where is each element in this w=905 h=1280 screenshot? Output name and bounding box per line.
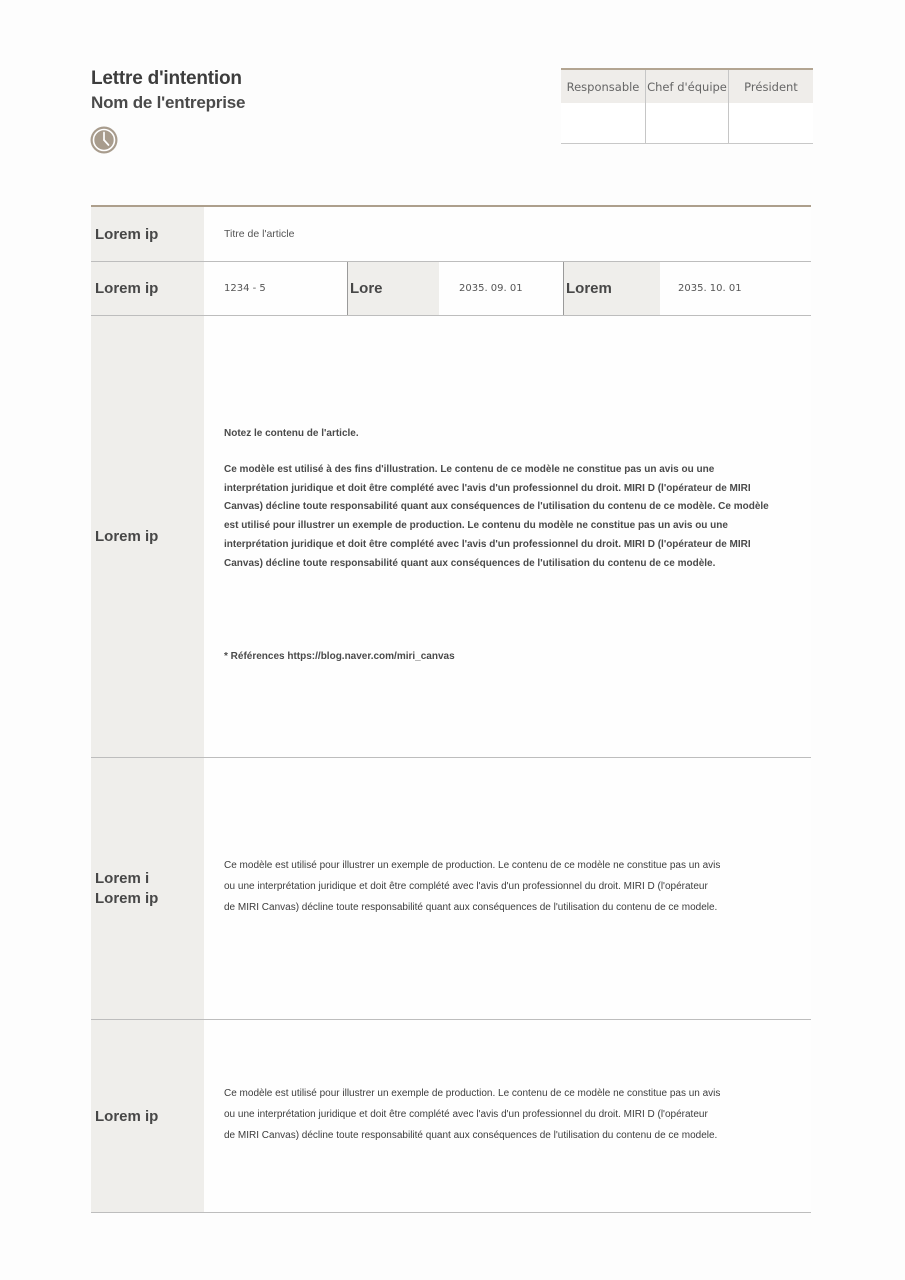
table-row-section-2 xyxy=(91,758,811,1020)
approval-header-responsable: Responsable xyxy=(561,70,645,103)
table-row-content xyxy=(91,316,811,758)
row-label: Lorem ip xyxy=(91,207,204,261)
reference-number-field[interactable]: 1234 - 5 xyxy=(204,262,347,315)
approval-table xyxy=(561,68,813,144)
table-row-section-3 xyxy=(91,1020,811,1213)
article-title-field[interactable]: Titre de l'article xyxy=(204,207,811,261)
body-line: ou une interprétation juridique et doit être complété avec l'avis d'un professionnel du droit. MIRI D (l'opérateur xyxy=(224,881,708,892)
reference-link[interactable]: * Références https://blog.naver.com/miri_canvas xyxy=(224,651,455,662)
section-2-body xyxy=(224,855,754,918)
end-date-field[interactable]: 2035. 10. 01 xyxy=(660,262,811,315)
table-row-title xyxy=(91,207,811,262)
approval-header-president: Président xyxy=(728,70,813,103)
start-date-label: Lore xyxy=(347,262,439,315)
row-label: Lorem ip xyxy=(91,262,204,315)
body-line: interprétation juridique et doit être complété avec l'avis d'un professionnel du droit. MIRI D (l'opérateur de MIRI xyxy=(224,538,751,550)
content-heading: Notez le contenu de l'article. xyxy=(224,428,359,439)
row-label-line: Lorem i xyxy=(95,869,150,887)
clock-icon xyxy=(90,126,118,154)
approval-header-chef-equipe: Chef d'équipe xyxy=(645,70,728,103)
body-line: de MIRI Canvas) décline toute responsabilité quant aux conséquences de l'utilisation du contenu de ce modele. xyxy=(224,902,718,913)
row-label: Lorem ip xyxy=(91,316,204,757)
article-content-area[interactable] xyxy=(204,316,811,757)
body-line: Ce modèle est utilisé pour illustrer un exemple de production. Le contenu de ce modèle ne constitue pas un avis xyxy=(224,860,721,871)
body-line: ou une interprétation juridique et doit être complété avec l'avis d'un professionnel du droit. MIRI D (l'opérateur xyxy=(224,1108,708,1120)
content-body xyxy=(224,461,789,573)
document-title: Lettre d'intention xyxy=(91,68,242,89)
row-label xyxy=(91,758,204,1019)
body-line: de MIRI Canvas) décline toute responsabilité quant aux conséquences de l'utilisation du contenu de ce modele. xyxy=(224,1129,718,1141)
section-3-content[interactable] xyxy=(204,1020,811,1212)
approval-signature-chef-equipe[interactable] xyxy=(645,103,728,143)
section-2-content[interactable] xyxy=(204,758,811,1019)
approval-signature-responsable[interactable] xyxy=(561,103,645,143)
row-label: Lorem ip xyxy=(91,1020,204,1212)
main-table xyxy=(91,205,811,1213)
body-line: Canvas) décline toute responsabilité quant aux conséquences de l'utilisation du contenu de ce modèle. xyxy=(224,557,716,569)
table-row-meta xyxy=(91,262,811,316)
body-line: Ce modèle est utilisé pour illustrer un exemple de production. Le contenu de ce modèle ne constitue pas un avis xyxy=(224,1087,721,1099)
approval-signature-president[interactable] xyxy=(728,103,813,143)
company-name: Nom de l'entreprise xyxy=(91,93,246,112)
section-3-body xyxy=(224,1083,754,1146)
start-date-field[interactable]: 2035. 09. 01 xyxy=(439,262,563,315)
body-line: Ce modèle est utilisé à des fins d'illustration. Le contenu de ce modèle ne constitue pas un avis ou une xyxy=(224,464,715,475)
body-line: interprétation juridique et doit être complété avec l'avis d'un professionnel du droit. MIRI D (l'opérateur de MIRI xyxy=(224,482,751,494)
end-date-label: Lorem xyxy=(563,262,660,315)
row-label-line: Lorem ip xyxy=(95,889,159,907)
body-line: Canvas) décline toute responsabilité quant aux conséquences de l'utilisation du contenu de ce modèle. Ce modèle xyxy=(224,501,769,513)
body-line: est utilisé pour illustrer un exemple de production. Le contenu du modèle ne constitue pas un avis ou une xyxy=(224,520,728,532)
